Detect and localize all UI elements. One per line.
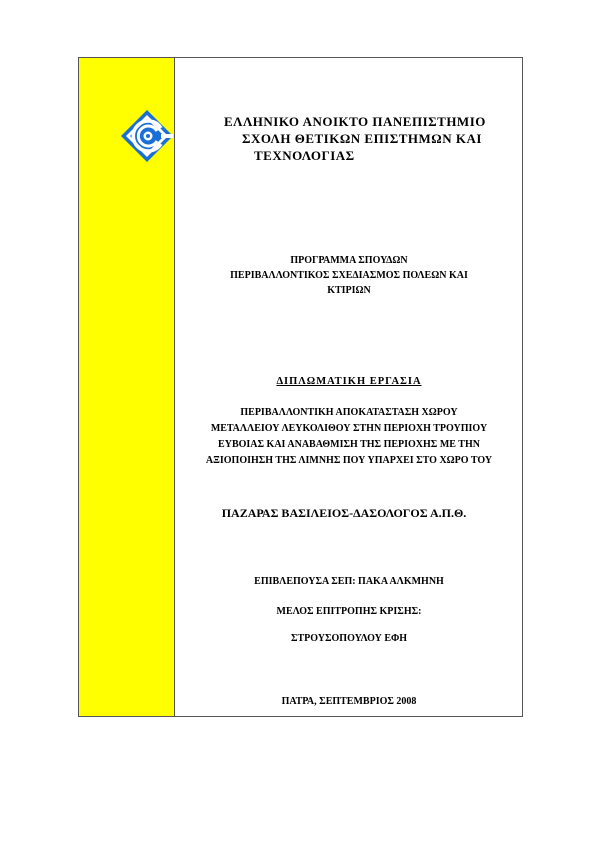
thesis-title-line: ΜΕΤΑΛΛΕΙΟΥ ΛΕΥΚΟΛΙΘΟΥ ΣΤΗΝ ΠΕΡΙΟΧΗ ΤΡΟΥΠΙΟΥ [210,423,488,434]
cover-content [176,58,522,716]
thesis-title-line: ΕΥΒΟΙΑΣ ΚΑΙ ΑΝΑΒΑΘΜΙΣΗ ΤΗΣ ΠΕΡΙΟΧΗΣ ΜΕ ΤΗΝ [218,439,480,450]
university-logo-icon [119,108,175,164]
committee-member: ΣΤΡΟΥΣΟΠΟΥΛΟΥ ΕΦΗ [290,633,408,644]
place-date: ΠΑΤΡΑ, ΣΕΠΤΕΜΒΡΙΟΣ 2008 [281,696,417,707]
author-name: ΠΑΖΑΡΑΣ ΒΑΣΙΛΕΙΟΣ-ΔΑΣΟΛΟΓΟΣ Α.Π.Θ. [221,506,467,520]
school-name: ΣΧΟΛΗ ΘΕΤΙΚΩΝ ΕΠΙΣΤΗΜΩΝ ΚΑΙ [242,131,482,146]
yellow-side-band [79,58,175,716]
school-name-cont: ΤΕΧΝΟΛΟΓΙΑΣ [254,148,355,163]
study-program [176,253,522,298]
committee-label: ΜΕΛΟΣ ΕΠΙΤΡΟΠΗΣ ΚΡΙΣΗΣ: [276,606,422,617]
thesis-title-line: ΑΞΙΟΠΟΙΗΣΗ ΤΗΣ ΛΙΜΝΗΣ ΠΟΥ ΥΠΑΡΧΕΙ ΣΤΟ ΧΩΡΟ ΤΟΥ [205,455,493,466]
university-heading [224,113,486,164]
cover-page [78,57,523,717]
thesis-label: ΔΙΠΛΩΜΑΤΙΚΗ ΕΡΓΑΣΙΑ [276,376,422,387]
program-label: ΠΡΟΓΡΑΜΜΑ ΣΠΟΥΔΩΝ [290,255,408,266]
program-name-cont: ΚΤΙΡΙΩΝ [327,285,371,296]
university-name: ΕΛΛΗΝΙΚΟ ΑΝΟΙΚΤΟ ΠΑΝΕΠΙΣΤΗΜΙΟ [224,114,486,129]
supervisor: ΕΠΙΒΛΕΠΟΥΣΑ ΣΕΠ: ΠΑΚΑ ΑΛΚΜΗΝΗ [254,576,444,587]
thesis-title-line: ΠΕΡΙΒΑΛΛΟΝΤΙΚΗ ΑΠΟΚΑΤΑΣΤΑΣΗ ΧΩΡΟΥ [240,407,458,418]
program-name: ΠΕΡΙΒΑΛΛΟΝΤΙΚΟΣ ΣΧΕΔΙΑΣΜΟΣ ΠΟΛΕΩΝ ΚΑΙ [230,270,468,281]
thesis-title [176,405,522,469]
